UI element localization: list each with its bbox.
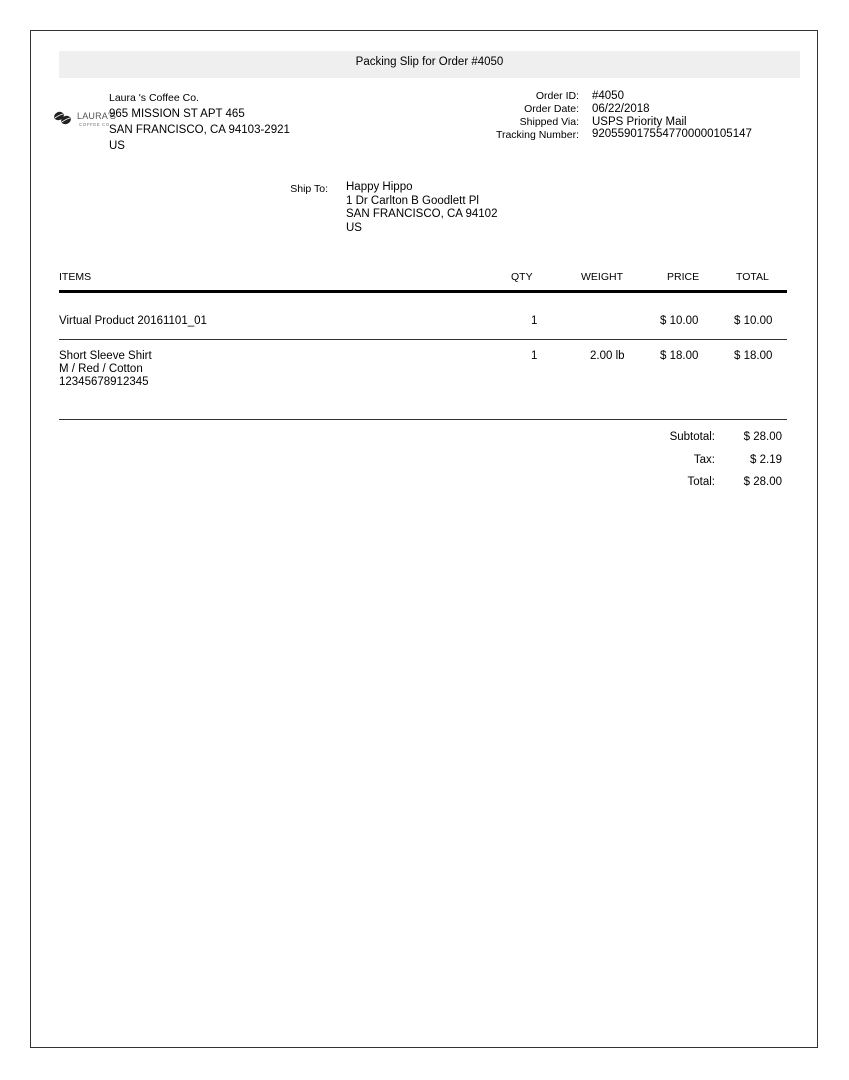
order-id: #4050 [592,90,624,102]
table-row [59,315,787,335]
order-info-values [592,90,752,141]
shipped-via-label: Shipped Via: [519,116,579,128]
item-weight: 2.00 lb [590,350,625,362]
header-divider [59,290,787,293]
item-total: $ 10.00 [734,315,773,327]
col-price-header: PRICE [667,271,700,283]
item-variant: M / Red / Cotton [59,363,143,375]
store-name: Laura 's Coffee Co. [109,92,199,104]
shipped-via: USPS Priority Mail [592,115,687,128]
item-price: $ 10.00 [660,315,699,327]
order-date: 06/22/2018 [592,102,650,115]
packing-slip-page [30,30,818,1048]
item-qty: 1 [531,350,538,362]
item-price: $ 18.00 [660,350,699,362]
col-qty-header: QTY [511,271,533,283]
item-qty: 1 [531,315,538,327]
order-date-label: Order Date: [524,103,579,115]
tax-value: $ 2.19 [750,454,782,466]
row-divider [59,339,787,340]
item-name: Virtual Product 20161101_01 [59,315,207,327]
total-label: Total: [687,476,715,488]
ship-to-country: US [346,221,362,234]
store-address [109,90,290,154]
store-address-line2: SAN FRANCISCO, CA 94103-2921 [109,124,290,136]
ship-to-address-line1: 1 Dr Carlton B Goodlett Pl [346,194,479,207]
logo-subtext: COFFEE CO. [79,122,112,127]
tracking-number: 9205590175547700000105147 [592,128,752,141]
totals-divider [59,419,787,420]
table-row [59,350,787,400]
page-title: Packing Slip for Order #4050 [59,51,800,78]
item-name: Short Sleeve Shirt [59,350,152,362]
store-country: US [109,140,125,152]
subtotal-value: $ 28.00 [743,431,782,443]
items-table-header [59,271,787,291]
col-total-header: TOTAL [736,271,769,283]
col-items-header: ITEMS [59,271,92,283]
tax-label: Tax: [693,454,715,466]
item-total: $ 18.00 [734,350,773,362]
total-value: $ 28.00 [743,476,782,488]
col-weight-header: WEIGHT [581,271,623,283]
item-description [59,350,152,389]
coffee-bean-icon [53,110,75,126]
logo-text: LAURA'S [77,111,117,121]
ship-to-address [346,181,497,235]
store-address-line1: 965 MISSION ST APT 465 [109,108,245,120]
order-id-label: Order ID: [535,90,579,102]
order-info-labels [411,90,579,142]
ship-to-address-line2: SAN FRANCISCO, CA 94102 [346,208,498,220]
ship-to-name: Happy Hippo [346,181,413,193]
item-sku: 12345678912345 [59,376,149,388]
subtotal-label: Subtotal: [669,431,715,443]
ship-to-label: Ship To: [290,183,328,195]
tracking-number-label: Tracking Number: [495,129,579,141]
